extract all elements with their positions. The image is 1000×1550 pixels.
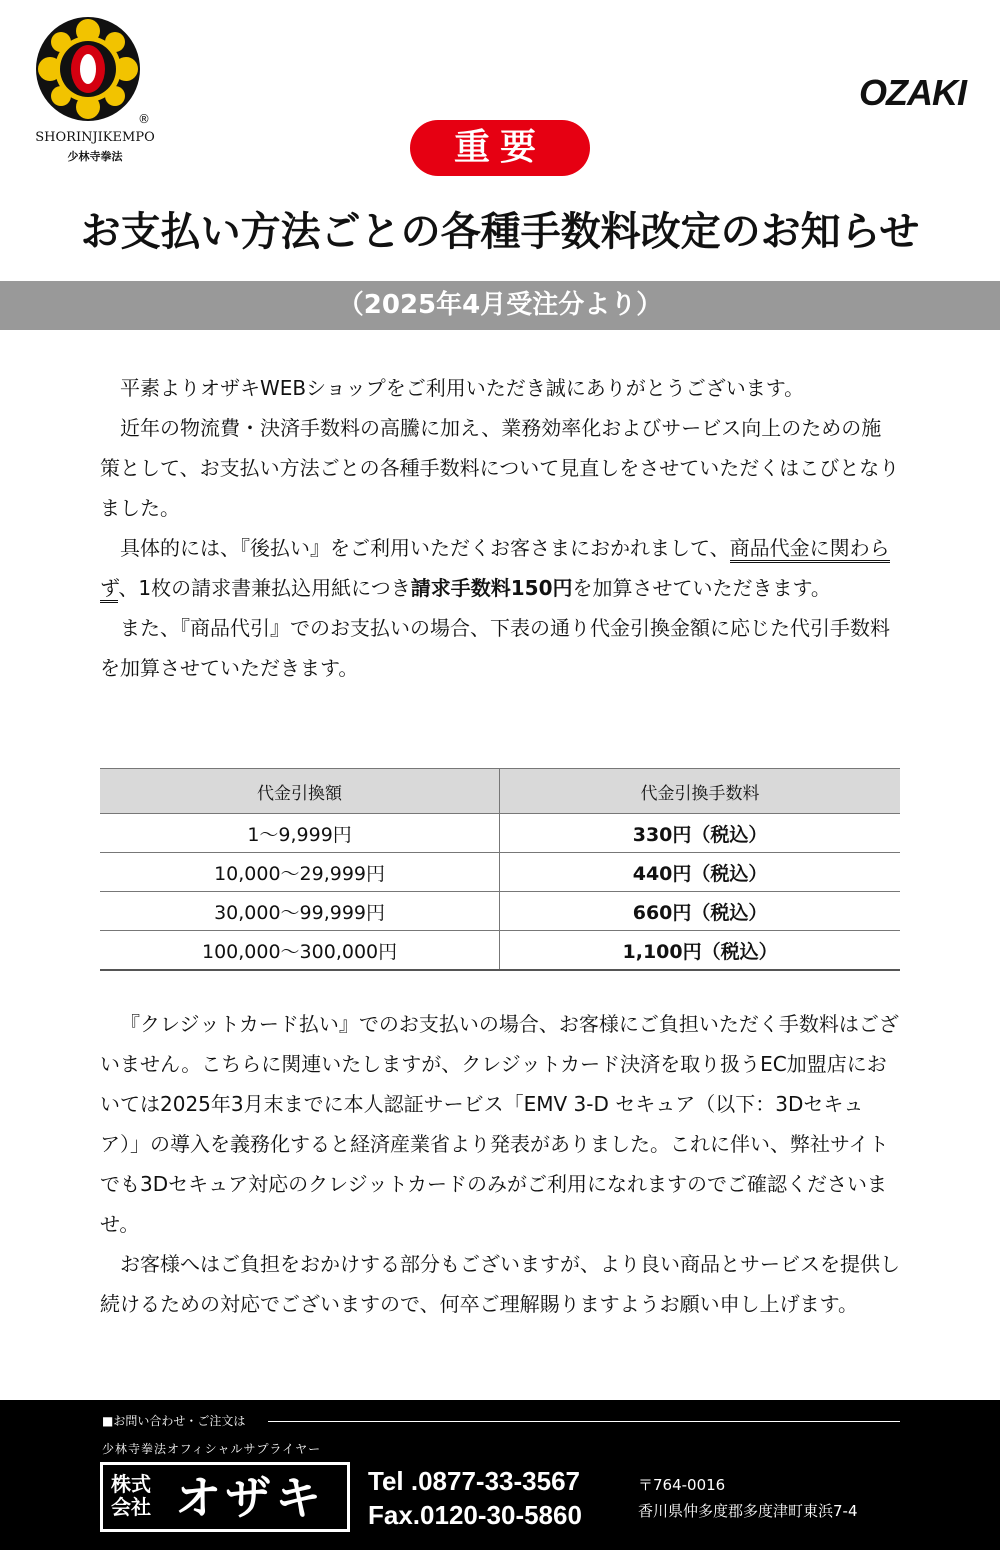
fax-number: Fax.0120-30-5860	[368, 1500, 582, 1530]
p3-bold-fee: 請求手数料150円	[410, 576, 573, 600]
postal-code: 〒764-0016	[638, 1476, 726, 1494]
p3-text-b: 、1枚の請求書兼払込用紙につき	[118, 576, 411, 600]
table-cell-fee: 440円（税込）	[500, 853, 900, 892]
table-cell-fee: 1,100円（税込）	[500, 931, 900, 971]
company-type-line1: 株式	[111, 1472, 151, 1496]
table-row	[100, 931, 900, 971]
page-title: お支払い方法ごとの各種手数料改定のお知らせ	[80, 209, 920, 255]
logo-english-name: SHORINJIKEMPO	[35, 130, 155, 145]
p3-text-a: 具体的には、『後払い』をご利用いただくお客さまにおかれまして、	[120, 536, 730, 560]
p3-underlined-text: 商品代金に関わらず	[100, 536, 890, 603]
important-badge: 重要	[410, 120, 590, 176]
cod-fee-table	[100, 768, 900, 971]
table-cell-fee: 330円（税込）	[500, 814, 900, 853]
table-cell-amount: 30,000〜99,999円	[100, 892, 500, 931]
table-header-amount: 代金引換額	[100, 769, 500, 814]
footer-address	[638, 1472, 858, 1524]
company-type	[111, 1473, 151, 1519]
footer-supplier: 少林寺拳法オフィシャルサプライヤー	[102, 1442, 322, 1456]
footer	[0, 1400, 1000, 1550]
notice-body-credit	[100, 1004, 900, 1324]
table-cell-amount: 10,000〜29,999円	[100, 853, 500, 892]
shorinji-kempo-logo	[30, 12, 160, 172]
paragraph-credit-card: 『クレジットカード払い』でのお支払いの場合、お客様にご負担いただく手数料はございません。こちらに関連いたしますが、クレジットカード決済を取り扱うEC加盟店においては2025年3月末までに本人認証サービス「EMV 3-D セキュア（以下：3Dセキュア）」の導入を義務化すると経済産業省より発表がありました。これに伴い、弊社サイトでも3Dセキュア対応のクレジットカードのみがご利用になれますのでご確認くださいませ。	[100, 1012, 899, 1236]
logo-japanese-name: 少林寺拳法	[67, 150, 123, 163]
notice-body	[100, 368, 900, 688]
table-row	[100, 853, 900, 892]
registered-mark: ®	[138, 112, 150, 126]
footer-contact-label: ■お問い合わせ・ご注文は	[102, 1414, 246, 1428]
p3-text-c: を加算させていただきます。	[572, 576, 831, 600]
paragraph-deferred-payment	[100, 528, 900, 608]
table-cell-amount: 1〜9,999円	[100, 814, 500, 853]
paragraph-closing: お客様へはご負担をおかけする部分もございますが、より良い商品とサービスを提供し続けるための対応でございますので、何卒ご理解賜りますようお願い申し上げます。	[100, 1252, 900, 1316]
company-type-line2: 会社	[111, 1495, 151, 1519]
table-cell-fee: 660円（税込）	[500, 892, 900, 931]
table-row	[100, 814, 900, 853]
paragraph-greeting: 平素よりオザキWEBショップをご利用いただき誠にありがとうございます。	[120, 376, 805, 400]
company-name: オザキ	[175, 1471, 325, 1525]
ozaki-logo: OZAKI	[859, 72, 966, 113]
footer-divider	[268, 1421, 900, 1422]
subtitle-bar: （2025年4月受注分より）	[0, 281, 1000, 330]
table-header-fee: 代金引換手数料	[500, 769, 900, 814]
paragraph-cod: また、『商品代引』でのお支払いの場合、下表の通り代金引換金額に応じた代引手数料を加算させていただきます。	[100, 616, 890, 680]
street-address: 香川県仲多度郡多度津町東浜7-4	[638, 1502, 858, 1520]
company-logo-box	[100, 1462, 350, 1532]
footer-phone	[368, 1464, 582, 1532]
table-cell-amount: 100,000〜300,000円	[100, 931, 500, 971]
table-row	[100, 892, 900, 931]
tel-number[interactable]: Tel .0877-33-3567	[368, 1466, 580, 1496]
paragraph-reason: 近年の物流費・決済手数料の高騰に加え、業務効率化およびサービス向上のための施策として、お支払い方法ごとの各種手数料について見直しをさせていただくはこびとなりました。	[100, 416, 900, 520]
table-header-row	[100, 769, 900, 814]
